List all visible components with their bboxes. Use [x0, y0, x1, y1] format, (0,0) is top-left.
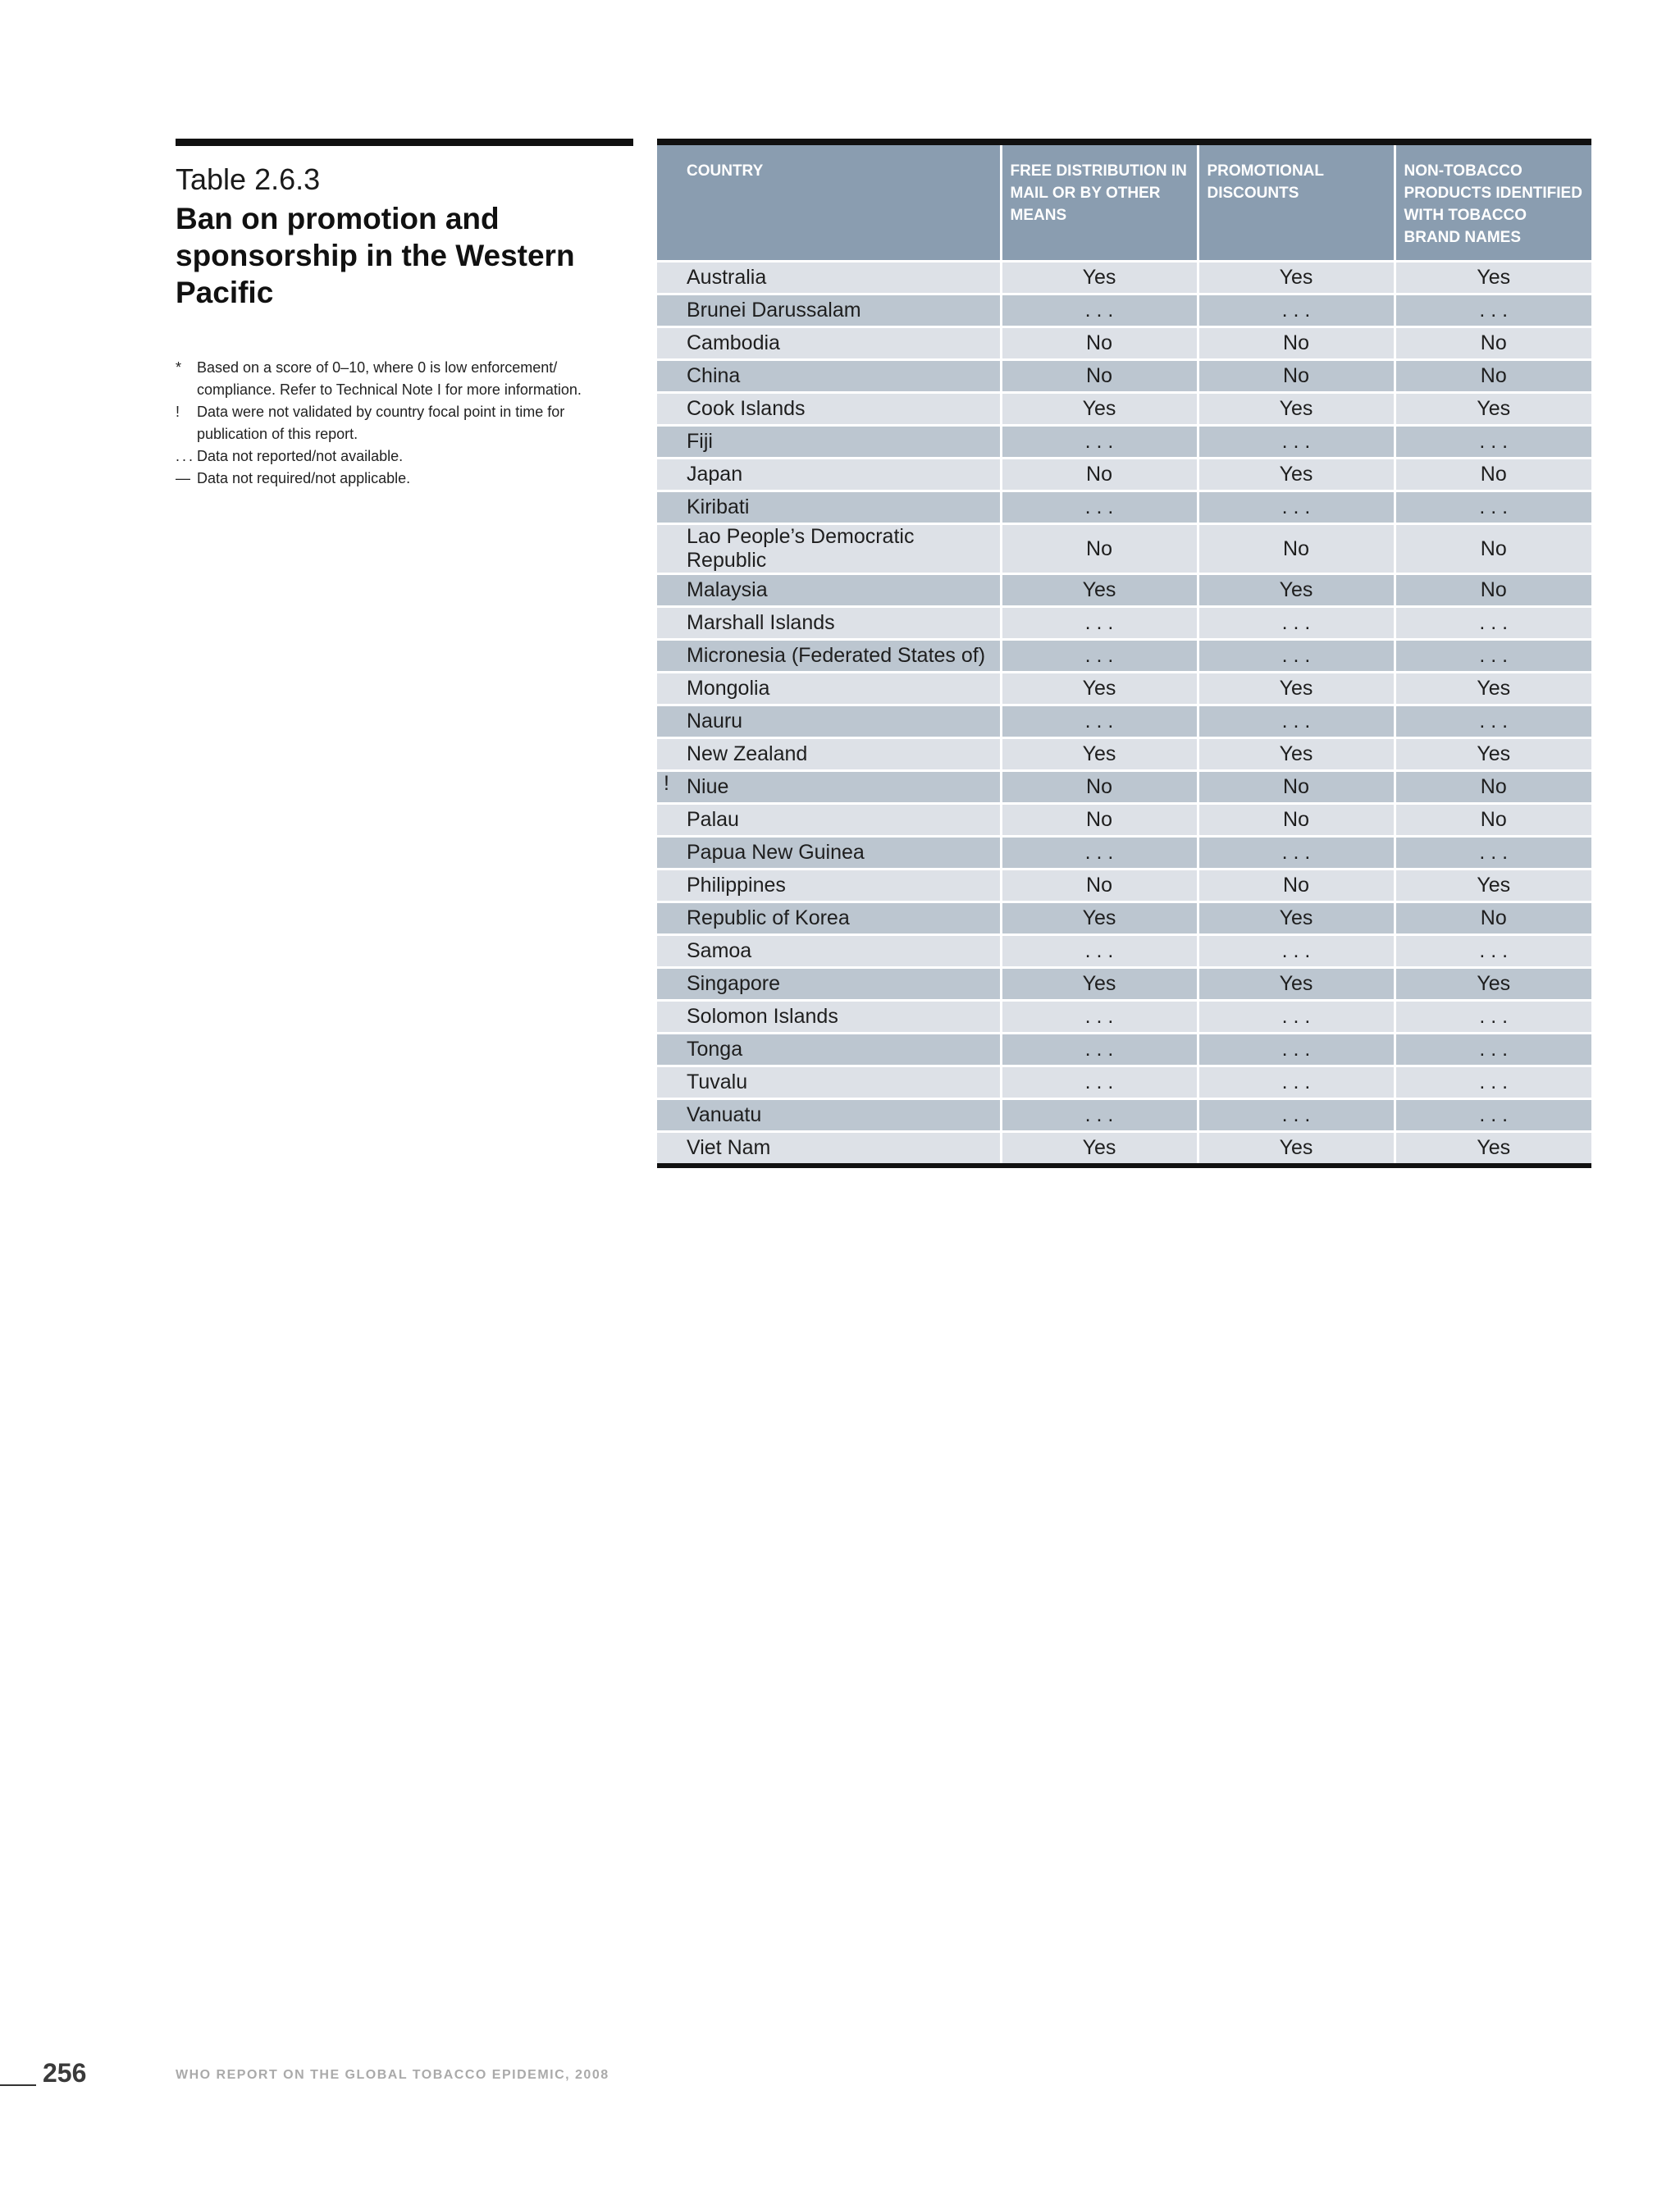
table-row	[657, 459, 1591, 491]
country-cell	[657, 491, 1001, 524]
country-cell	[657, 771, 1001, 804]
footnote-symbol: —	[176, 470, 190, 486]
country-cell	[657, 1099, 1001, 1132]
free-distribution-cell: Yes	[1001, 1132, 1198, 1164]
non-tobacco-products-cell: Yes	[1395, 968, 1591, 1001]
promotional-discounts-cell: . . .	[1198, 1099, 1395, 1132]
country-cell	[657, 262, 1001, 294]
country-name: Nauru	[687, 710, 743, 733]
table-row	[657, 771, 1591, 804]
free-distribution-cell: . . .	[1001, 935, 1198, 968]
footnote-symbol: *	[176, 359, 182, 376]
country-cell	[657, 524, 1001, 574]
country-cell	[657, 804, 1001, 837]
column-header-country: COUNTRY	[657, 145, 1001, 262]
non-tobacco-products-cell: No	[1395, 804, 1591, 837]
country-name: Papua New Guinea	[687, 841, 865, 864]
caption-top-rule	[176, 139, 633, 146]
country-name: Vanuatu	[687, 1103, 762, 1126]
country-cell	[657, 837, 1001, 870]
free-distribution-cell: No	[1001, 327, 1198, 360]
country-name: Kiribati	[687, 495, 750, 518]
table-row	[657, 968, 1591, 1001]
non-tobacco-products-cell: No	[1395, 327, 1591, 360]
table-row	[657, 1034, 1591, 1066]
non-tobacco-products-cell: . . .	[1395, 491, 1591, 524]
promotional-discounts-cell: . . .	[1198, 491, 1395, 524]
country-cell	[657, 968, 1001, 1001]
free-distribution-cell: . . .	[1001, 640, 1198, 673]
table-row	[657, 640, 1591, 673]
non-tobacco-products-cell: Yes	[1395, 870, 1591, 902]
country-name: Tonga	[687, 1038, 743, 1061]
free-distribution-cell: No	[1001, 360, 1198, 393]
free-distribution-cell: . . .	[1001, 1066, 1198, 1099]
table-row	[657, 524, 1591, 574]
table-row	[657, 426, 1591, 459]
country-name: Mongolia	[687, 677, 770, 700]
table-row	[657, 902, 1591, 935]
country-name: Samoa	[687, 939, 752, 962]
free-distribution-cell: . . .	[1001, 1034, 1198, 1066]
country-cell	[657, 705, 1001, 738]
promotional-discounts-cell: . . .	[1198, 1001, 1395, 1034]
promotional-discounts-cell: No	[1198, 771, 1395, 804]
table-row	[657, 1001, 1591, 1034]
footnote-text: Data not reported/not available.	[197, 448, 404, 464]
country-name: Tuvalu	[687, 1070, 748, 1093]
country-cell	[657, 1034, 1001, 1066]
free-distribution-cell: . . .	[1001, 294, 1198, 327]
footnote-text: Based on a score of 0–10, where 0 is low enforcement/ compliance. Refer to Technical Note I for more information.	[197, 359, 582, 398]
footnote	[176, 401, 633, 445]
non-tobacco-products-cell: Yes	[1395, 393, 1591, 426]
non-tobacco-products-cell: Yes	[1395, 1132, 1591, 1164]
non-tobacco-products-cell: . . .	[1395, 935, 1591, 968]
non-tobacco-products-cell: No	[1395, 360, 1591, 393]
table-row	[657, 574, 1591, 607]
country-cell	[657, 1132, 1001, 1164]
promotional-discounts-cell: . . .	[1198, 294, 1395, 327]
table-header-row	[657, 145, 1591, 262]
table-row	[657, 491, 1591, 524]
free-distribution-cell: Yes	[1001, 262, 1198, 294]
non-tobacco-products-cell: . . .	[1395, 705, 1591, 738]
table-row	[657, 935, 1591, 968]
promotional-discounts-cell: Yes	[1198, 902, 1395, 935]
table-row	[657, 1066, 1591, 1099]
country-name: Singapore	[687, 972, 780, 995]
non-tobacco-products-cell: . . .	[1395, 837, 1591, 870]
promotional-discounts-cell: No	[1198, 524, 1395, 574]
table-row	[657, 870, 1591, 902]
table-row	[657, 393, 1591, 426]
promotional-discounts-cell: Yes	[1198, 393, 1395, 426]
country-cell	[657, 902, 1001, 935]
country-cell	[657, 1001, 1001, 1034]
country-name: Lao People’s Democratic Republic	[687, 525, 915, 572]
free-distribution-cell: Yes	[1001, 738, 1198, 771]
promotional-discounts-cell: . . .	[1198, 607, 1395, 640]
promotional-discounts-cell: Yes	[1198, 574, 1395, 607]
validation-flag: !	[664, 772, 669, 795]
promotional-discounts-cell: No	[1198, 360, 1395, 393]
promotional-discounts-cell: . . .	[1198, 640, 1395, 673]
table-top-rule	[657, 139, 1591, 145]
table-bottom-rule	[657, 1163, 1591, 1168]
non-tobacco-products-cell: No	[1395, 459, 1591, 491]
country-name: Micronesia (Federated States of)	[687, 644, 986, 667]
free-distribution-cell: . . .	[1001, 1099, 1198, 1132]
free-distribution-cell: . . .	[1001, 1001, 1198, 1034]
footnote	[176, 468, 633, 490]
non-tobacco-products-cell: Yes	[1395, 673, 1591, 705]
free-distribution-cell: . . .	[1001, 491, 1198, 524]
table-row	[657, 837, 1591, 870]
column-header-non-tobacco-products: NON-TOBACCO PRODUCTS IDENTIFIED WITH TOBACCO BRAND NAMES	[1395, 145, 1591, 262]
country-name: Viet Nam	[687, 1136, 771, 1159]
country-cell	[657, 607, 1001, 640]
country-cell	[657, 294, 1001, 327]
country-name: Republic of Korea	[687, 906, 850, 929]
country-cell	[657, 673, 1001, 705]
free-distribution-cell: . . .	[1001, 426, 1198, 459]
table-title: Ban on promotion and sponsorship in the Western Pacific	[176, 202, 575, 309]
table-body	[657, 262, 1591, 1164]
footnotes	[176, 357, 633, 490]
free-distribution-cell: Yes	[1001, 393, 1198, 426]
country-name: Japan	[687, 463, 743, 486]
page-number: 256	[43, 2058, 87, 2088]
non-tobacco-products-cell: . . .	[1395, 1034, 1591, 1066]
country-cell	[657, 459, 1001, 491]
table-number: Table 2.6.3	[176, 162, 321, 196]
country-cell	[657, 640, 1001, 673]
country-name: Niue	[687, 775, 729, 798]
free-distribution-cell: . . .	[1001, 837, 1198, 870]
table-row	[657, 360, 1591, 393]
country-name: Malaysia	[687, 578, 768, 601]
free-distribution-cell: No	[1001, 524, 1198, 574]
country-name: Brunei Darussalam	[687, 299, 861, 322]
country-name: Cambodia	[687, 331, 780, 354]
country-name: Australia	[687, 266, 767, 289]
table-caption-panel	[176, 139, 633, 490]
free-distribution-cell: . . .	[1001, 705, 1198, 738]
non-tobacco-products-cell: Yes	[1395, 738, 1591, 771]
non-tobacco-products-cell: . . .	[1395, 640, 1591, 673]
promotional-discounts-cell: . . .	[1198, 705, 1395, 738]
data-table-container	[657, 139, 1591, 1168]
footnote-text: Data were not validated by country focal point in time for publication of this report.	[197, 404, 565, 442]
column-header-free-distribution: FREE DISTRIBUTION IN MAIL OR BY OTHER MEANS	[1001, 145, 1198, 262]
promotional-discounts-cell: Yes	[1198, 459, 1395, 491]
table-row	[657, 327, 1591, 360]
country-cell	[657, 935, 1001, 968]
footnote	[176, 357, 633, 401]
country-cell	[657, 574, 1001, 607]
footnote-symbol: . . .	[176, 448, 193, 464]
table-row	[657, 804, 1591, 837]
non-tobacco-products-cell: No	[1395, 574, 1591, 607]
country-name: Marshall Islands	[687, 611, 835, 634]
non-tobacco-products-cell: . . .	[1395, 294, 1591, 327]
table-row	[657, 1099, 1591, 1132]
free-distribution-cell: No	[1001, 459, 1198, 491]
promotional-discounts-cell: Yes	[1198, 968, 1395, 1001]
page-footer	[0, 2048, 738, 2097]
country-cell	[657, 360, 1001, 393]
footnote-symbol: !	[176, 404, 180, 420]
non-tobacco-products-cell: No	[1395, 524, 1591, 574]
table-row	[657, 607, 1591, 640]
ban-on-promotion-table	[657, 145, 1591, 1163]
non-tobacco-products-cell: Yes	[1395, 262, 1591, 294]
column-header-promotional-discounts: PROMOTIONAL DISCOUNTS	[1198, 145, 1395, 262]
free-distribution-cell: Yes	[1001, 574, 1198, 607]
promotional-discounts-cell: . . .	[1198, 426, 1395, 459]
country-name: New Zealand	[687, 742, 808, 765]
country-name: Solomon Islands	[687, 1005, 838, 1028]
free-distribution-cell: No	[1001, 804, 1198, 837]
free-distribution-cell: No	[1001, 870, 1198, 902]
free-distribution-cell: No	[1001, 771, 1198, 804]
country-name: Cook Islands	[687, 397, 806, 420]
free-distribution-cell: Yes	[1001, 902, 1198, 935]
promotional-discounts-cell: . . .	[1198, 837, 1395, 870]
non-tobacco-products-cell: . . .	[1395, 1099, 1591, 1132]
table-row	[657, 262, 1591, 294]
country-cell	[657, 327, 1001, 360]
table-row	[657, 294, 1591, 327]
promotional-discounts-cell: Yes	[1198, 262, 1395, 294]
country-cell	[657, 870, 1001, 902]
free-distribution-cell: Yes	[1001, 968, 1198, 1001]
promotional-discounts-cell: . . .	[1198, 1066, 1395, 1099]
promotional-discounts-cell: Yes	[1198, 738, 1395, 771]
country-name: Palau	[687, 808, 739, 831]
free-distribution-cell: Yes	[1001, 673, 1198, 705]
non-tobacco-products-cell: . . .	[1395, 1001, 1591, 1034]
country-cell	[657, 1066, 1001, 1099]
footnote-text: Data not required/not applicable.	[197, 470, 411, 486]
country-cell	[657, 393, 1001, 426]
non-tobacco-products-cell: No	[1395, 902, 1591, 935]
table-row	[657, 673, 1591, 705]
non-tobacco-products-cell: No	[1395, 771, 1591, 804]
non-tobacco-products-cell: . . .	[1395, 1066, 1591, 1099]
country-name: Philippines	[687, 874, 786, 897]
country-name: Fiji	[687, 430, 713, 453]
promotional-discounts-cell: Yes	[1198, 673, 1395, 705]
promotional-discounts-cell: . . .	[1198, 1034, 1395, 1066]
promotional-discounts-cell: No	[1198, 870, 1395, 902]
promotional-discounts-cell: No	[1198, 804, 1395, 837]
running-title: WHO REPORT ON THE GLOBAL TOBACCO EPIDEMIC, 2008	[176, 2068, 609, 2082]
promotional-discounts-cell: No	[1198, 327, 1395, 360]
country-name: China	[687, 364, 741, 387]
non-tobacco-products-cell: . . .	[1395, 607, 1591, 640]
non-tobacco-products-cell: . . .	[1395, 426, 1591, 459]
table-row	[657, 705, 1591, 738]
country-cell	[657, 426, 1001, 459]
table-row	[657, 738, 1591, 771]
promotional-discounts-cell: Yes	[1198, 1132, 1395, 1164]
footnote	[176, 445, 633, 468]
table-row	[657, 1132, 1591, 1164]
promotional-discounts-cell: . . .	[1198, 935, 1395, 968]
free-distribution-cell: . . .	[1001, 607, 1198, 640]
footer-rule	[0, 2084, 36, 2086]
country-cell	[657, 738, 1001, 771]
